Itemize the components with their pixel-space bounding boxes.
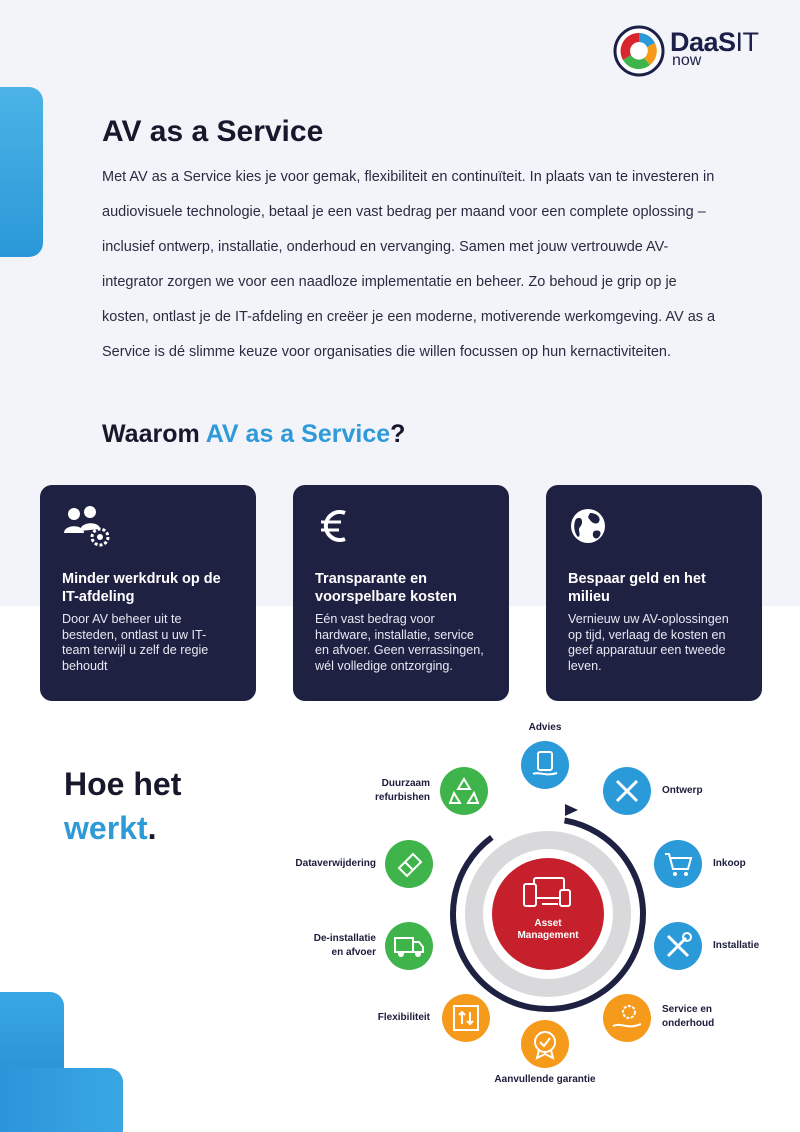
warranty-badge-icon: [521, 1020, 569, 1068]
step-label: Dataverwijdering: [295, 858, 376, 869]
card-text: Vernieuw uw AV-oplossingen op tijd, verlaag de kosten en geef apparatuur een tweede leven.: [568, 612, 729, 673]
step-label: Inkoop: [713, 858, 746, 869]
step-refurbishen: [440, 767, 488, 815]
step-garantie: [521, 1020, 569, 1068]
step-ontwerp: [603, 767, 651, 815]
card-text: Door AV beheer uit te besteden, ontlast u uw IT-team terwijl u zelf de regie behoudt: [62, 612, 209, 673]
daasit-logo: [612, 24, 772, 78]
accent-shape-bottom: [0, 992, 123, 1132]
card-title: Minder werkdruk op de IT-afdeling: [62, 571, 221, 605]
eraser-icon: [385, 840, 433, 888]
center-label-1: Asset: [534, 918, 562, 929]
benefit-card-costs: [293, 485, 509, 701]
step-label: Ontwerp: [662, 785, 703, 796]
step-label: Advies: [528, 722, 562, 733]
step-label: Installatie: [713, 940, 760, 951]
how-heading: Hoe het werkt.: [64, 766, 182, 846]
globe-icon: [568, 505, 618, 547]
step-label: Flexibiliteit: [377, 1012, 430, 1023]
cart-icon: [654, 840, 702, 888]
accent-bar-left: [0, 87, 43, 257]
recycle-icon: [440, 767, 488, 815]
why-heading-highlight: AV as a Service: [205, 420, 391, 448]
card-text: Eén vast bedrag voor hardware, installatie, service en afvoer. Geen verrassingen, wél volledige ontzorging.: [315, 612, 484, 673]
page-title: AV as a Service: [102, 115, 324, 148]
design-tools-icon: [603, 767, 651, 815]
why-heading: Waarom AV as a Service?: [102, 420, 406, 448]
flex-arrows-icon: [442, 994, 490, 1042]
step-inkoop: [654, 840, 702, 888]
people-gear-icon: [62, 505, 112, 547]
step-label: Service en onderhoud: [662, 1004, 715, 1029]
center-label-2: Management: [517, 930, 579, 941]
step-service: [603, 994, 651, 1042]
step-label: De-installatie en afvoer: [313, 933, 376, 958]
euro-icon: [315, 505, 365, 547]
logo-subtext: now: [672, 52, 702, 69]
daasit-logo-icon: [612, 24, 666, 78]
card-title: Bespaar geld en het milieu: [568, 571, 706, 605]
logo-wordmark: DaaSIT: [670, 27, 759, 57]
benefit-card-environment: [546, 485, 762, 701]
intro-paragraph: Met AV as a Service kies je voor gemak, flexibiliteit en continuïteit. In plaats van te investeren in audiovisuele technologie, betaal je een vast bedrag per maand voor een complete oplossing – inclusief ontwerp, installatie, onderhoud en vervanging. Samen met jouw vertrouwde AV-integrator zorgen we voor een naadloze implementatie en beheer. Zo behoud je grip op je kosten, ontlast je de IT-afdeling en creëer je een moderne, motiverende werkomgeving. AV as a Service is dé slimme keuze voor organisaties die willen focussen op hun kernactiviteiten.: [102, 169, 716, 360]
step-label: Duurzaam refurbishen: [374, 778, 430, 803]
gear-hand-icon: [603, 994, 651, 1042]
truck-icon: [385, 922, 433, 970]
step-advies: [521, 741, 569, 789]
step-label: Aanvullende garantie: [494, 1074, 596, 1085]
asset-management-center: [492, 858, 604, 970]
step-flexibiliteit: [442, 994, 490, 1042]
step-dataverwijdering: [385, 840, 433, 888]
devices-icon: [520, 874, 576, 914]
step-installatie: [654, 922, 702, 970]
advice-hand-icon: [521, 741, 569, 789]
step-deinstallatie: [385, 922, 433, 970]
benefit-card-workload: [40, 485, 256, 701]
wrench-screwdriver-icon: [654, 922, 702, 970]
card-title: Transparante en voorspelbare kosten: [315, 571, 457, 605]
